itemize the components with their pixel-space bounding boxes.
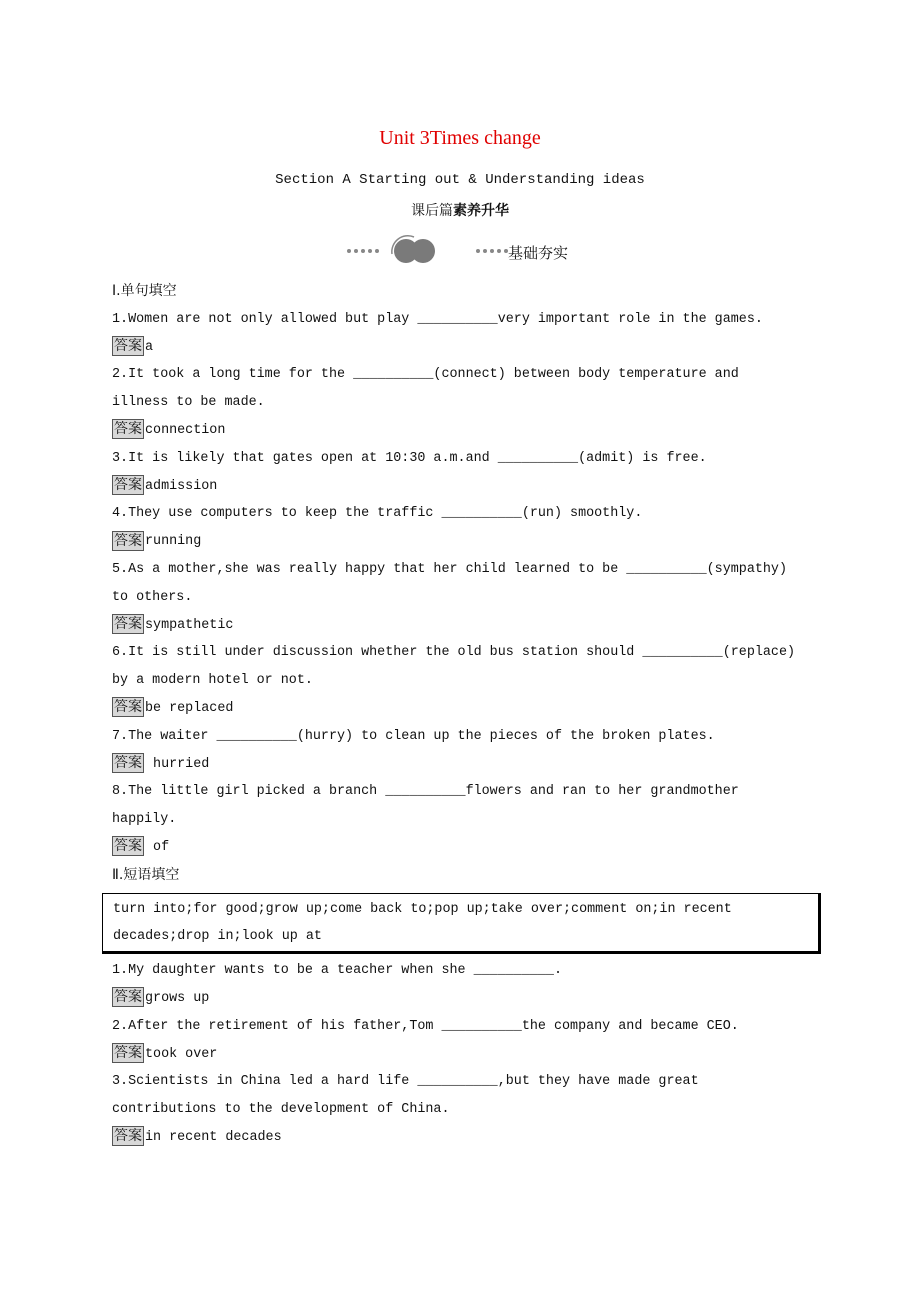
answer-text: a [145, 339, 154, 355]
question-line: 3.It is likely that gates open at 10:30 a.m.and __________(admit) is free. [112, 450, 707, 466]
question-line: 3.Scientists in China led a hard life __________,but they have made great [112, 1074, 699, 1090]
answer-line [112, 612, 812, 640]
answer-label: 答案 [114, 532, 142, 549]
question-line: 6.It is still under discussion whether the old bus station should __________(replace) [112, 645, 796, 661]
question-line: by a modern hotel or not. [112, 673, 313, 689]
word-box-line: turn into;for good;grow up;come back to;pop up;take over;comment on;in recent [113, 901, 732, 917]
answer-line [112, 334, 812, 362]
answer-label: 答案 [114, 421, 142, 438]
question-line: 8.The little girl picked a branch __________flowers and ran to her grandmother [112, 784, 739, 800]
answer-line [112, 1124, 812, 1152]
subtitle-bold: 素养升华 [453, 203, 509, 219]
answer-text: sympathetic [145, 617, 234, 633]
question-line: 4.They use computers to keep the traffic __________(run) smoothly. [112, 506, 643, 522]
word-box-line: decades;drop in;look up at [113, 929, 322, 945]
answer-text: admission [145, 478, 218, 494]
question-line: 2.After the retirement of his father,Tom __________the company and became CEO. [112, 1018, 739, 1034]
page-title: Unit 3Times change [379, 127, 541, 149]
answer-label: 答案 [114, 699, 142, 716]
part2-heading: Ⅱ.短语填空 [112, 866, 180, 883]
question-line: to others. [112, 589, 193, 605]
answer-line [112, 751, 812, 779]
question-line: 2.It took a long time for the __________(connect) between body temperature and [112, 367, 739, 383]
answer-label: 答案 [114, 616, 142, 633]
question-line: contributions to the development of China. [112, 1102, 450, 1118]
question-line: illness to be made. [112, 395, 265, 411]
subtitle-plain: 课后篇 [411, 203, 453, 219]
part1-heading: Ⅰ.单句填空 [112, 283, 177, 299]
question-line: 7.The waiter __________(hurry) to clean up the pieces of the broken plates. [112, 728, 715, 744]
answer-line [112, 1041, 812, 1069]
question-line: 1.My daughter wants to be a teacher when she __________. [112, 963, 562, 979]
answer-text: of [145, 839, 170, 855]
answer-line [112, 985, 812, 1013]
answer-text: hurried [145, 756, 210, 772]
question-line: happily. [112, 812, 177, 828]
question-line: 1.Women are not only allowed but play __________very important role in the games. [112, 311, 763, 327]
section-banner [346, 234, 606, 266]
question-line: 5.As a mother,she was really happy that her child learned to be __________(sympathy) [112, 561, 787, 577]
answer-label: 答案 [114, 1128, 142, 1145]
exercise-body [112, 278, 812, 1152]
answer-label: 答案 [114, 338, 142, 355]
answer-text: in recent decades [145, 1129, 282, 1145]
answer-label: 答案 [114, 755, 142, 771]
section-title: Section A Starting out & Understanding ideas [275, 172, 645, 188]
answer-line [112, 834, 812, 862]
answer-text: connection [145, 422, 226, 438]
answer-label: 答案 [114, 838, 142, 855]
answer-line [112, 417, 812, 445]
answer-text: be replaced [145, 700, 234, 716]
word-box [102, 893, 821, 955]
answer-line [112, 695, 812, 723]
subtitle [0, 200, 920, 220]
answer-label: 答案 [114, 477, 142, 494]
answer-label: 答案 [114, 1044, 142, 1061]
answer-text: running [145, 534, 202, 550]
banner-label: 基础夯实 [508, 244, 569, 262]
answer-line [112, 528, 812, 556]
answer-label: 答案 [114, 989, 142, 1006]
answer-text: grows up [145, 990, 210, 1006]
answer-line [112, 473, 812, 501]
answer-text: took over [145, 1046, 218, 1062]
